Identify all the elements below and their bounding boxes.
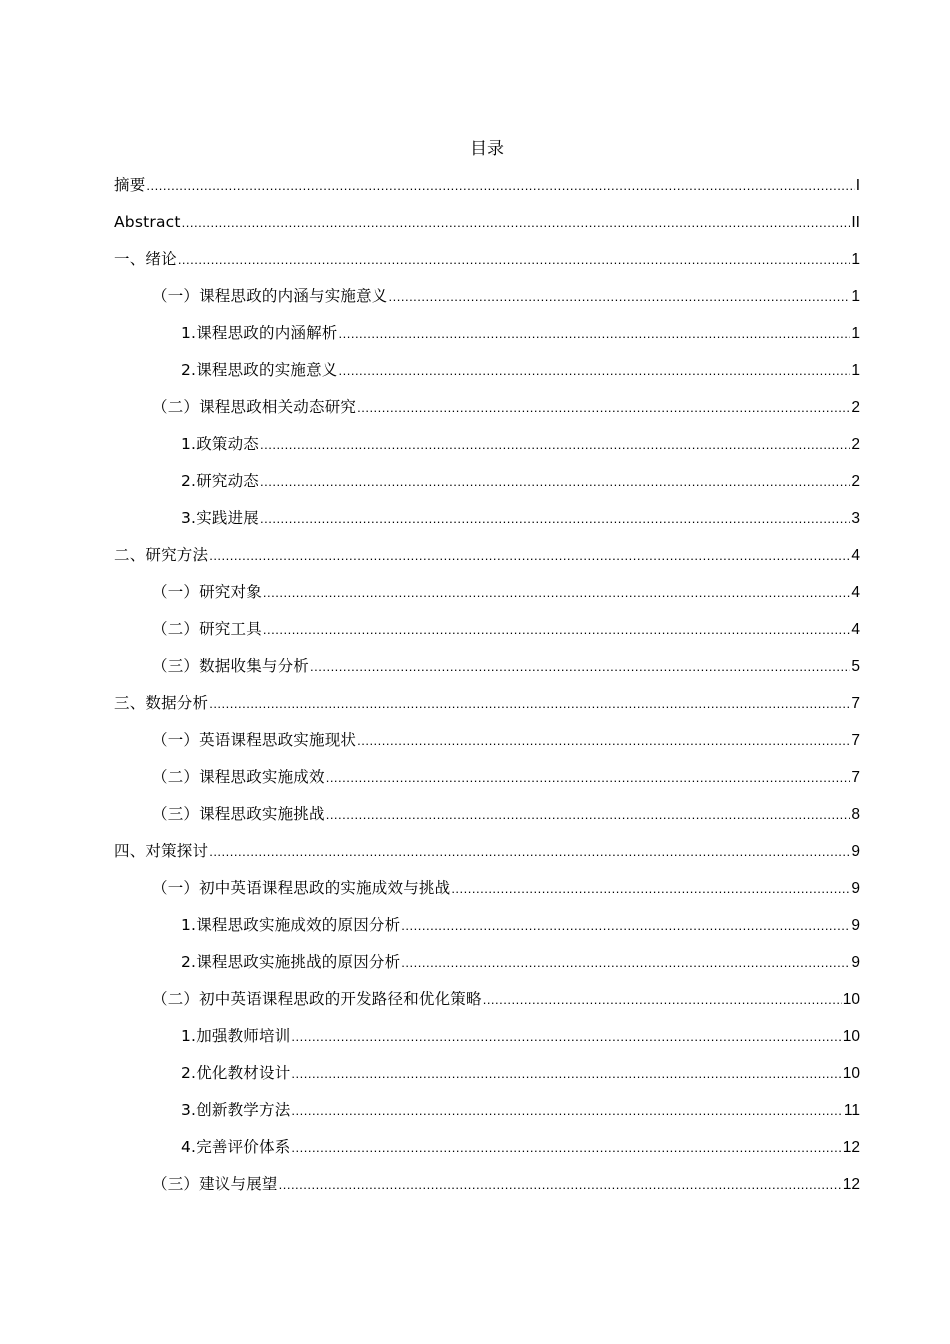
toc-entry-title: 二、研究方法	[114, 546, 209, 564]
toc-entry[interactable]	[114, 505, 860, 542]
toc-dot-leader	[291, 1061, 841, 1087]
toc-entry[interactable]	[114, 616, 860, 653]
toc-entry-title: Abstract	[114, 213, 181, 231]
toc-dot-leader	[263, 617, 850, 643]
toc-entry[interactable]	[114, 727, 860, 764]
toc-dot-leader	[291, 1024, 841, 1050]
toc-entry[interactable]	[114, 690, 860, 727]
toc-entry-title: 一、绪论	[114, 250, 177, 268]
toc-entry-title: （一）英语课程思政实施现状	[152, 731, 357, 749]
toc-entry[interactable]	[114, 320, 860, 357]
toc-dot-leader	[146, 173, 854, 199]
toc-entry[interactable]	[114, 1171, 860, 1208]
toc-page-number: 4	[851, 621, 860, 638]
toc-dot-leader	[209, 543, 850, 569]
toc-page-number: 10	[842, 991, 860, 1008]
toc-dot-leader	[339, 321, 851, 347]
toc-page-number: 7	[851, 732, 860, 749]
toc-title: 目录	[470, 139, 504, 159]
toc-dot-leader	[178, 247, 851, 273]
toc-dot-leader	[357, 395, 850, 421]
toc-page-number: 1	[851, 325, 860, 342]
toc-page-number: 9	[851, 917, 860, 934]
toc-entry-title: 2.研究动态	[181, 472, 259, 490]
toc-entry-title: （三）课程思政实施挑战	[152, 805, 325, 823]
toc-entry[interactable]	[114, 394, 860, 431]
toc-entry-title: 四、对策探讨	[114, 842, 209, 860]
toc-entry[interactable]	[114, 801, 860, 838]
toc-entry-title: 2.课程思政的实施意义	[181, 361, 338, 379]
toc-dot-leader	[291, 1098, 843, 1124]
toc-dot-leader	[339, 358, 851, 384]
toc-page-number: 4	[851, 547, 860, 564]
toc-entry-title: 摘要	[114, 176, 146, 194]
toc-page-number: 10	[842, 1065, 860, 1082]
toc-page-number: II	[851, 214, 860, 231]
toc-dot-leader	[483, 987, 842, 1013]
toc-dot-leader	[357, 728, 850, 754]
toc-entry[interactable]	[114, 986, 860, 1023]
toc-page-number: 11	[843, 1102, 860, 1119]
toc-entry-title: 1.政策动态	[181, 435, 259, 453]
toc-page-number: 9	[851, 843, 860, 860]
toc-dot-leader	[291, 1135, 841, 1161]
toc-dot-leader	[451, 876, 850, 902]
toc-entry[interactable]	[114, 579, 860, 616]
toc-dot-leader	[182, 210, 851, 236]
toc-entry[interactable]	[114, 209, 860, 246]
table-of-contents	[114, 172, 860, 1208]
toc-entry[interactable]	[114, 912, 860, 949]
toc-page-number: 8	[851, 806, 860, 823]
toc-entry[interactable]	[114, 1060, 860, 1097]
toc-entry-title: 3.实践进展	[181, 509, 259, 527]
toc-entry-title: 三、数据分析	[114, 694, 209, 712]
toc-dot-leader	[279, 1172, 842, 1198]
toc-entry-title: （二）课程思政实施成效	[152, 768, 325, 786]
toc-entry-title: 4.完善评价体系	[181, 1138, 291, 1156]
toc-entry[interactable]	[114, 542, 860, 579]
toc-dot-leader	[389, 284, 851, 310]
toc-page-number: 12	[842, 1176, 860, 1193]
toc-entry[interactable]	[114, 172, 860, 209]
toc-page-number: 7	[851, 695, 860, 712]
toc-page-number: 12	[842, 1139, 860, 1156]
toc-page-number: 5	[851, 658, 860, 675]
toc-entry-title: 2.课程思政实施挑战的原因分析	[181, 953, 401, 971]
toc-page-number: 9	[851, 880, 860, 897]
toc-page-number: 10	[842, 1028, 860, 1045]
toc-page-number: 2	[851, 399, 860, 416]
toc-dot-leader	[401, 950, 850, 976]
toc-dot-leader	[401, 913, 850, 939]
toc-page-number: 2	[851, 436, 860, 453]
toc-entry-title: （二）初中英语课程思政的开发路径和优化策略	[152, 990, 482, 1008]
toc-dot-leader	[260, 506, 850, 532]
toc-entry-title: 2.优化教材设计	[181, 1064, 291, 1082]
toc-page-number: 2	[851, 473, 860, 490]
toc-entry[interactable]	[114, 283, 860, 320]
toc-entry[interactable]	[114, 431, 860, 468]
toc-entry[interactable]	[114, 764, 860, 801]
toc-dot-leader	[209, 839, 850, 865]
toc-entry-title: （三）建议与展望	[152, 1175, 278, 1193]
toc-entry[interactable]	[114, 1097, 860, 1134]
toc-page-number: 1	[851, 251, 860, 268]
toc-entry[interactable]	[114, 246, 860, 283]
toc-entry-title: （二）课程思政相关动态研究	[152, 398, 357, 416]
toc-entry-title: （二）研究工具	[152, 620, 262, 638]
toc-page-number: 1	[851, 362, 860, 379]
toc-dot-leader	[209, 691, 850, 717]
toc-entry-title: （一）研究对象	[152, 583, 262, 601]
toc-dot-leader	[260, 432, 850, 458]
toc-entry-title: （一）初中英语课程思政的实施成效与挑战	[152, 879, 451, 897]
toc-entry[interactable]	[114, 357, 860, 394]
toc-entry[interactable]	[114, 1023, 860, 1060]
toc-entry[interactable]	[114, 653, 860, 690]
toc-entry[interactable]	[114, 468, 860, 505]
toc-entry-title: 1.课程思政实施成效的原因分析	[181, 916, 401, 934]
toc-page-number: 4	[851, 584, 860, 601]
toc-entry[interactable]	[114, 1134, 860, 1171]
toc-dot-leader	[260, 469, 850, 495]
toc-page-number: 7	[851, 769, 860, 786]
toc-page-number: 3	[851, 510, 860, 527]
toc-entry-title: 3.创新教学方法	[181, 1101, 291, 1119]
toc-entry[interactable]	[114, 949, 860, 986]
toc-entry-title: 1.课程思政的内涵解析	[181, 324, 338, 342]
toc-entry[interactable]	[114, 875, 860, 912]
toc-entry-title: （三）数据收集与分析	[152, 657, 310, 675]
toc-dot-leader	[263, 580, 850, 606]
toc-dot-leader	[310, 654, 850, 680]
toc-entry[interactable]	[114, 838, 860, 875]
toc-page-number: 9	[851, 954, 860, 971]
toc-dot-leader	[326, 802, 851, 828]
toc-page-number: 1	[851, 288, 860, 305]
toc-entry-title: 1.加强教师培训	[181, 1027, 291, 1045]
toc-dot-leader	[326, 765, 851, 791]
toc-page-number: I	[855, 177, 860, 194]
toc-entry-title: （一）课程思政的内涵与实施意义	[152, 287, 388, 305]
